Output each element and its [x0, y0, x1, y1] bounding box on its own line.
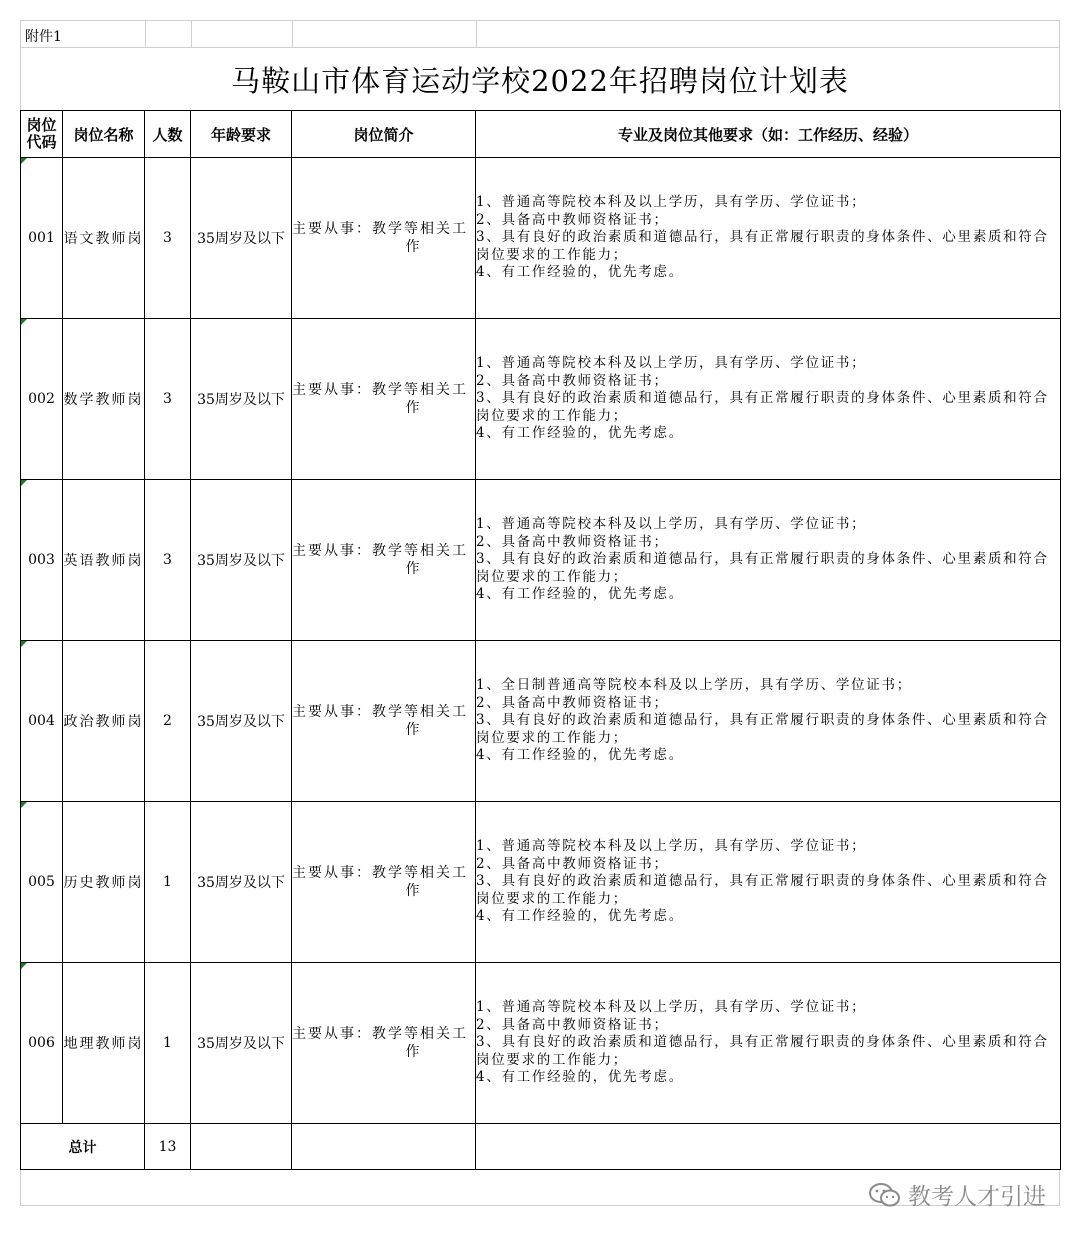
intro-line: 主要从事：教学等相关工: [292, 382, 468, 398]
header-count: 人数: [145, 111, 191, 158]
requirement-line: 岗位要求的工作能力；: [476, 1051, 628, 1068]
requirement-line: 2、具备高中教师资格证书；: [476, 855, 669, 872]
intro-line: 主要从事：教学等相关工: [292, 221, 468, 237]
requirement-line: 4、有工作经验的，优先考虑。: [476, 908, 684, 925]
total-empty-cell: [292, 1124, 476, 1170]
age-requirement: 35周岁及以下: [191, 158, 292, 319]
requirement-line: 4、有工作经验的，优先考虑。: [476, 1069, 684, 1086]
requirement-line: 1、全日制普通高等院校本科及以上学历，具有学历、学位证书；: [476, 677, 912, 694]
position-code: 006: [28, 1035, 55, 1051]
intro-line: 作: [405, 400, 422, 416]
cell-comment-marker: [21, 319, 27, 325]
attachment-row: [20, 20, 1060, 48]
intro-line: 作: [405, 722, 422, 738]
requirement-line: 2、具备高中教师资格证书；: [476, 372, 669, 389]
position-code-cell: [21, 641, 63, 802]
position-code-cell: [21, 158, 63, 319]
total-empty-cell: [191, 1124, 292, 1170]
requirement-line: 2、具备高中教师资格证书；: [476, 694, 669, 711]
requirement-line: 1、普通高等院校本科及以上学历，具有学历、学位证书；: [476, 838, 867, 855]
requirement-line: 3、具有良好的政治素质和道德品行，具有正常履行职责的身体条件、心里素质和符合: [476, 551, 1049, 568]
requirement-line: 岗位要求的工作能力；: [476, 407, 628, 424]
table-row: [21, 158, 1061, 319]
position-count: 3: [145, 480, 191, 641]
position-intro: [292, 319, 476, 480]
table-row: [21, 963, 1061, 1124]
intro-line: 作: [405, 1044, 422, 1060]
position-name: 语文教师岗: [63, 158, 145, 319]
requirement-line: 3、具有良好的政治素质和道德品行，具有正常履行职责的身体条件、心里素质和符合: [476, 390, 1049, 407]
intro-line: 作: [405, 883, 422, 899]
watermark: [868, 1178, 1046, 1211]
requirement-line: 3、具有良好的政治素质和道德品行，具有正常履行职责的身体条件、心里素质和符合: [476, 229, 1049, 246]
cell-comment-marker: [21, 641, 27, 647]
position-code: 002: [28, 391, 55, 407]
intro-line: 主要从事：教学等相关工: [292, 1026, 468, 1042]
requirement-line: 4、有工作经验的，优先考虑。: [476, 586, 684, 603]
watermark-text: 教考人才引进: [908, 1184, 1046, 1210]
position-name: 历史教师岗: [63, 802, 145, 963]
position-code-cell: [21, 480, 63, 641]
total-empty-cell: [476, 1124, 1061, 1170]
intro-line: 作: [405, 239, 422, 255]
wechat-icon: [868, 1182, 902, 1208]
position-intro: [292, 480, 476, 641]
intro-line: 作: [405, 561, 422, 577]
total-label: 总计: [21, 1124, 145, 1170]
position-name: 地理教师岗: [63, 963, 145, 1124]
cell-comment-marker: [21, 802, 27, 808]
position-requirements: [476, 963, 1061, 1124]
position-count: 3: [145, 158, 191, 319]
requirement-line: 3、具有良好的政治素质和道德品行，具有正常履行职责的身体条件、心里素质和符合: [476, 873, 1049, 890]
position-code: 005: [28, 874, 55, 890]
requirement-line: 2、具备高中教师资格证书；: [476, 1016, 669, 1033]
cell-comment-marker: [21, 480, 27, 486]
position-intro: [292, 158, 476, 319]
requirement-line: 2、具备高中教师资格证书；: [476, 211, 669, 228]
table-row: [21, 641, 1061, 802]
position-count: 1: [145, 802, 191, 963]
requirement-line: 岗位要求的工作能力；: [476, 890, 628, 907]
intro-line: 主要从事：教学等相关工: [292, 704, 468, 720]
requirement-line: 4、有工作经验的，优先考虑。: [476, 425, 684, 442]
table-row: [21, 319, 1061, 480]
position-intro: [292, 641, 476, 802]
position-name: 英语教师岗: [63, 480, 145, 641]
table-header-row: [21, 111, 1061, 158]
requirement-line: 1、普通高等院校本科及以上学历，具有学历、学位证书；: [476, 355, 867, 372]
position-name: 数学教师岗: [63, 319, 145, 480]
header-requirements: 专业及岗位其他要求（如：工作经历、经验）: [476, 111, 1061, 158]
page-title: 马鞍山市体育运动学校2022年招聘岗位计划表: [231, 63, 849, 98]
position-requirements: [476, 319, 1061, 480]
position-requirements: [476, 802, 1061, 963]
position-requirements: [476, 480, 1061, 641]
requirement-line: 1、普通高等院校本科及以上学历，具有学历、学位证书；: [476, 194, 867, 211]
position-requirements: [476, 158, 1061, 319]
position-intro: [292, 963, 476, 1124]
header-position-name: 岗位名称: [63, 111, 145, 158]
header-intro: 岗位简介: [292, 111, 476, 158]
position-name: 政治教师岗: [63, 641, 145, 802]
position-code: 004: [28, 713, 55, 729]
requirement-line: 4、有工作经验的，优先考虑。: [476, 747, 684, 764]
position-count: 1: [145, 963, 191, 1124]
requirement-line: 3、具有良好的政治素质和道德品行，具有正常履行职责的身体条件、心里素质和符合: [476, 1034, 1049, 1051]
cell-comment-marker: [21, 963, 27, 969]
position-code-cell: [21, 802, 63, 963]
recruitment-plan-table: [20, 110, 1061, 1170]
header-position-code: 岗位 代码: [21, 111, 63, 158]
table-row: [21, 802, 1061, 963]
position-requirements: [476, 641, 1061, 802]
cell-comment-marker: [21, 158, 27, 164]
header-age: 年龄要求: [191, 111, 292, 158]
position-code: 003: [28, 552, 55, 568]
position-count: 2: [145, 641, 191, 802]
total-row: [21, 1124, 1061, 1170]
title-row: [20, 48, 1060, 110]
position-code: 001: [28, 230, 55, 246]
requirement-line: 岗位要求的工作能力；: [476, 729, 628, 746]
total-count: 13: [145, 1124, 191, 1170]
requirement-line: 1、普通高等院校本科及以上学历，具有学历、学位证书；: [476, 999, 867, 1016]
requirement-line: 4、有工作经验的，优先考虑。: [476, 264, 684, 281]
attachment-label: 附件1: [25, 29, 62, 45]
position-count: 3: [145, 319, 191, 480]
requirement-line: 1、普通高等院校本科及以上学历，具有学历、学位证书；: [476, 516, 867, 533]
spreadsheet-sheet: [20, 20, 1060, 1206]
requirement-line: 2、具备高中教师资格证书；: [476, 533, 669, 550]
age-requirement: 35周岁及以下: [191, 319, 292, 480]
requirement-line: 3、具有良好的政治素质和道德品行，具有正常履行职责的身体条件、心里素质和符合: [476, 712, 1049, 729]
position-intro: [292, 802, 476, 963]
position-code-cell: [21, 319, 63, 480]
requirement-line: 岗位要求的工作能力；: [476, 246, 628, 263]
age-requirement: 35周岁及以下: [191, 480, 292, 641]
intro-line: 主要从事：教学等相关工: [292, 543, 468, 559]
age-requirement: 35周岁及以下: [191, 641, 292, 802]
position-code-cell: [21, 963, 63, 1124]
intro-line: 主要从事：教学等相关工: [292, 865, 468, 881]
requirement-line: 岗位要求的工作能力；: [476, 568, 628, 585]
age-requirement: 35周岁及以下: [191, 802, 292, 963]
age-requirement: 35周岁及以下: [191, 963, 292, 1124]
table-row: [21, 480, 1061, 641]
